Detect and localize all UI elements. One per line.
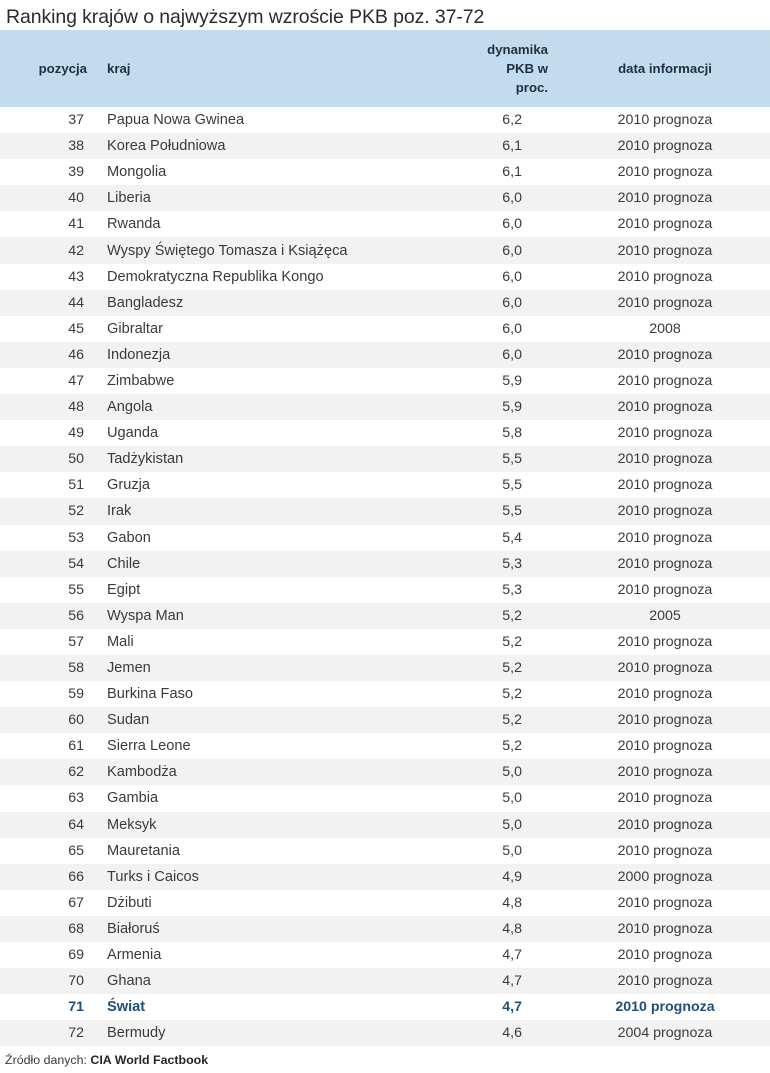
cell-data: 2010 prognoza	[617, 451, 713, 468]
cell-pozycja: 65	[68, 842, 84, 859]
cell-pozycja: 41	[68, 216, 84, 233]
cell-data: 2010 prognoza	[617, 529, 713, 546]
table-row	[0, 551, 770, 577]
cell-data: 2010 prognoza	[617, 216, 713, 233]
cell-dynamika: 6,0	[502, 190, 522, 207]
table-row	[0, 159, 770, 185]
table-row	[0, 498, 770, 524]
cell-pozycja: 50	[68, 451, 84, 468]
cell-dynamika: 5,8	[502, 425, 522, 442]
cell-pozycja: 55	[68, 581, 84, 598]
cell-data: 2010 prognoza	[617, 164, 713, 181]
table-row	[0, 316, 770, 342]
cell-dynamika: 6,0	[502, 242, 522, 259]
cell-data: 2008	[649, 320, 681, 337]
cell-data: 2010 prognoza	[617, 268, 713, 285]
cell-dynamika: 6,1	[502, 138, 522, 155]
cell-pozycja: 69	[68, 947, 84, 964]
table-row	[0, 681, 770, 707]
cell-data: 2010 prognoza	[615, 999, 715, 1016]
cell-dynamika: 5,0	[502, 816, 522, 833]
cell-dynamika: 5,2	[502, 660, 522, 677]
cell-pozycja: 47	[68, 372, 84, 389]
cell-data: 2010 prognoza	[617, 138, 713, 155]
cell-dynamika: 4,9	[502, 868, 522, 885]
cell-data: 2010 prognoza	[617, 503, 713, 520]
cell-kraj: Korea Południowa	[107, 138, 226, 155]
cell-data: 2010 prognoza	[617, 790, 713, 807]
cell-kraj: Gruzja	[107, 477, 150, 494]
cell-dynamika: 5,2	[502, 712, 522, 729]
cell-dynamika: 6,0	[502, 346, 522, 363]
cell-pozycja: 61	[68, 738, 84, 755]
cell-pozycja: 49	[68, 425, 84, 442]
cell-kraj: Wyspy Świętego Tomasza i Książęca	[107, 242, 348, 259]
cell-kraj: Meksyk	[107, 816, 157, 833]
cell-pozycja: 72	[68, 1025, 84, 1042]
cell-data: 2000 prognoza	[617, 868, 713, 885]
cell-pozycja: 62	[68, 764, 84, 781]
cell-data: 2010 prognoza	[617, 190, 713, 207]
table-row	[0, 864, 770, 890]
table-row	[0, 368, 770, 394]
cell-dynamika: 5,2	[502, 607, 522, 624]
table-row	[0, 133, 770, 159]
cell-pozycja: 63	[68, 790, 84, 807]
table-row	[0, 968, 770, 994]
column-header-data-informacji: data informacji	[560, 30, 770, 107]
cell-kraj: Białoruś	[107, 920, 160, 937]
cell-kraj: Liberia	[107, 190, 151, 207]
cell-dynamika: 4,7	[502, 999, 522, 1016]
table-row	[0, 838, 770, 864]
cell-kraj: Bermudy	[107, 1025, 166, 1042]
column-header-dynamika-line1: dynamika	[487, 42, 548, 57]
cell-data: 2010 prognoza	[617, 112, 713, 129]
cell-dynamika: 5,5	[502, 451, 522, 468]
cell-data: 2010 prognoza	[617, 477, 713, 494]
cell-data: 2010 prognoza	[617, 242, 713, 259]
cell-dynamika: 6,0	[502, 268, 522, 285]
cell-dynamika: 5,0	[502, 764, 522, 781]
cell-kraj: Świat	[107, 999, 146, 1016]
source-note	[0, 1046, 770, 1070]
cell-pozycja: 44	[68, 294, 84, 311]
cell-pozycja: 60	[68, 712, 84, 729]
cell-pozycja: 43	[68, 268, 84, 285]
cell-kraj: Dżibuti	[107, 894, 152, 911]
cell-data: 2010 prognoza	[617, 425, 713, 442]
cell-dynamika: 5,9	[502, 372, 522, 389]
cell-kraj: Sudan	[107, 712, 150, 729]
table-row	[0, 342, 770, 368]
column-header-dynamika-line3: proc.	[515, 80, 548, 95]
cell-kraj: Burkina Faso	[107, 686, 193, 703]
cell-dynamika: 4,6	[502, 1025, 522, 1042]
cell-data: 2010 prognoza	[617, 346, 713, 363]
cell-data: 2010 prognoza	[617, 294, 713, 311]
cell-pozycja: 42	[68, 242, 84, 259]
cell-pozycja: 59	[68, 686, 84, 703]
cell-pozycja: 54	[68, 555, 84, 572]
table-row	[0, 603, 770, 629]
cell-data: 2010 prognoza	[617, 581, 713, 598]
cell-pozycja: 67	[68, 894, 84, 911]
cell-pozycja: 52	[68, 503, 84, 520]
ranking-table	[0, 30, 770, 1046]
table-row	[0, 394, 770, 420]
cell-kraj: Zimbabwe	[107, 372, 175, 389]
table-row	[0, 655, 770, 681]
cell-kraj: Kambodża	[107, 764, 177, 781]
cell-dynamika: 6,0	[502, 320, 522, 337]
cell-kraj: Mali	[107, 633, 134, 650]
cell-kraj: Bangladesz	[107, 294, 184, 311]
cell-pozycja: 57	[68, 633, 84, 650]
cell-dynamika: 5,5	[502, 503, 522, 520]
cell-dynamika: 5,5	[502, 477, 522, 494]
cell-dynamika: 5,2	[502, 633, 522, 650]
cell-data: 2010 prognoza	[617, 842, 713, 859]
table-row	[0, 812, 770, 838]
cell-data: 2010 prognoza	[617, 947, 713, 964]
cell-dynamika: 4,8	[502, 920, 522, 937]
cell-data: 2010 prognoza	[617, 686, 713, 703]
cell-pozycja: 37	[68, 112, 84, 129]
table-row	[0, 942, 770, 968]
source-name: CIA World Factbook	[90, 1053, 209, 1068]
column-header-dynamika	[450, 30, 560, 107]
cell-dynamika: 5,0	[502, 842, 522, 859]
cell-kraj: Demokratyczna Republika Kongo	[107, 268, 324, 285]
table-row	[0, 629, 770, 655]
cell-dynamika: 5,9	[502, 399, 522, 416]
cell-data: 2010 prognoza	[617, 738, 713, 755]
table-body	[0, 107, 770, 1046]
cell-kraj: Turks i Caicos	[107, 868, 199, 885]
cell-data: 2010 prognoza	[617, 894, 713, 911]
cell-kraj: Uganda	[107, 425, 159, 442]
cell-pozycja: 45	[68, 320, 84, 337]
table-row	[0, 211, 770, 237]
table-row	[0, 290, 770, 316]
cell-data: 2010 prognoza	[617, 633, 713, 650]
table-row	[0, 107, 770, 133]
cell-pozycja: 70	[68, 973, 84, 990]
table-row	[0, 994, 770, 1020]
cell-kraj: Ghana	[107, 973, 151, 990]
cell-kraj: Angola	[107, 399, 153, 416]
cell-pozycja: 64	[68, 816, 84, 833]
cell-dynamika: 5,0	[502, 790, 522, 807]
table-row	[0, 420, 770, 446]
page-title: Ranking krajów o najwyższym wzroście PKB poz. 37-72	[6, 6, 485, 28]
cell-pozycja: 46	[68, 346, 84, 363]
cell-data: 2004 prognoza	[617, 1025, 713, 1042]
table-row	[0, 577, 770, 603]
cell-data: 2005	[649, 607, 681, 624]
cell-pozycja: 38	[68, 138, 84, 155]
table-row	[0, 237, 770, 263]
cell-pozycja: 68	[68, 920, 84, 937]
table-header-row	[0, 30, 770, 107]
cell-data: 2010 prognoza	[617, 973, 713, 990]
cell-pozycja: 58	[68, 660, 84, 677]
cell-pozycja: 53	[68, 529, 84, 546]
cell-kraj: Mongolia	[107, 164, 167, 181]
cell-kraj: Tadżykistan	[107, 451, 184, 468]
cell-kraj: Gambia	[107, 790, 159, 807]
table-row	[0, 916, 770, 942]
cell-kraj: Papua Nowa Gwinea	[107, 112, 245, 129]
cell-kraj: Rwanda	[107, 216, 161, 233]
cell-dynamika: 6,2	[502, 112, 522, 129]
cell-dynamika: 4,7	[502, 973, 522, 990]
source-prefix: Źródło danych:	[5, 1053, 91, 1068]
cell-pozycja: 66	[68, 868, 84, 885]
cell-kraj: Mauretania	[107, 842, 181, 859]
column-header-dynamika-line2: PKB w	[506, 61, 548, 76]
cell-dynamika: 6,0	[502, 294, 522, 311]
cell-data: 2010 prognoza	[617, 555, 713, 572]
cell-kraj: Gabon	[107, 529, 151, 546]
cell-pozycja: 48	[68, 399, 84, 416]
table-row	[0, 446, 770, 472]
cell-dynamika: 4,8	[502, 894, 522, 911]
cell-kraj: Indonezja	[107, 346, 171, 363]
cell-kraj: Gibraltar	[107, 320, 163, 337]
table-row	[0, 185, 770, 211]
cell-kraj: Jemen	[107, 660, 151, 677]
cell-data: 2010 prognoza	[617, 920, 713, 937]
cell-data: 2010 prognoza	[617, 764, 713, 781]
cell-dynamika: 6,1	[502, 164, 522, 181]
cell-dynamika: 4,7	[502, 947, 522, 964]
table-row	[0, 759, 770, 785]
table-header	[0, 30, 770, 107]
cell-dynamika: 5,2	[502, 686, 522, 703]
table-row	[0, 733, 770, 759]
table-row	[0, 890, 770, 916]
cell-pozycja: 39	[68, 164, 84, 181]
column-header-pozycja: pozycja	[0, 30, 95, 107]
cell-kraj: Chile	[107, 555, 141, 572]
cell-dynamika: 5,4	[502, 529, 522, 546]
cell-dynamika: 6,0	[502, 216, 522, 233]
table-row	[0, 525, 770, 551]
cell-pozycja: 56	[68, 607, 84, 624]
cell-dynamika: 5,3	[502, 555, 522, 572]
cell-dynamika: 5,3	[502, 581, 522, 598]
cell-kraj: Sierra Leone	[107, 738, 191, 755]
cell-data: 2010 prognoza	[617, 372, 713, 389]
cell-data: 2010 prognoza	[617, 399, 713, 416]
cell-data: 2010 prognoza	[617, 660, 713, 677]
cell-kraj: Armenia	[107, 947, 162, 964]
cell-pozycja: 71	[68, 999, 84, 1016]
cell-pozycja: 40	[68, 190, 84, 207]
cell-kraj: Wyspa Man	[107, 607, 184, 624]
table-row	[0, 472, 770, 498]
cell-data: 2010 prognoza	[617, 816, 713, 833]
column-header-kraj: kraj	[95, 30, 450, 107]
cell-kraj: Irak	[107, 503, 132, 520]
cell-data: 2010 prognoza	[617, 712, 713, 729]
table-row	[0, 785, 770, 811]
table-row	[0, 1020, 770, 1046]
cell-dynamika: 5,2	[502, 738, 522, 755]
table-row	[0, 707, 770, 733]
cell-kraj: Egipt	[107, 581, 141, 598]
table-row	[0, 264, 770, 290]
cell-pozycja: 51	[68, 477, 84, 494]
